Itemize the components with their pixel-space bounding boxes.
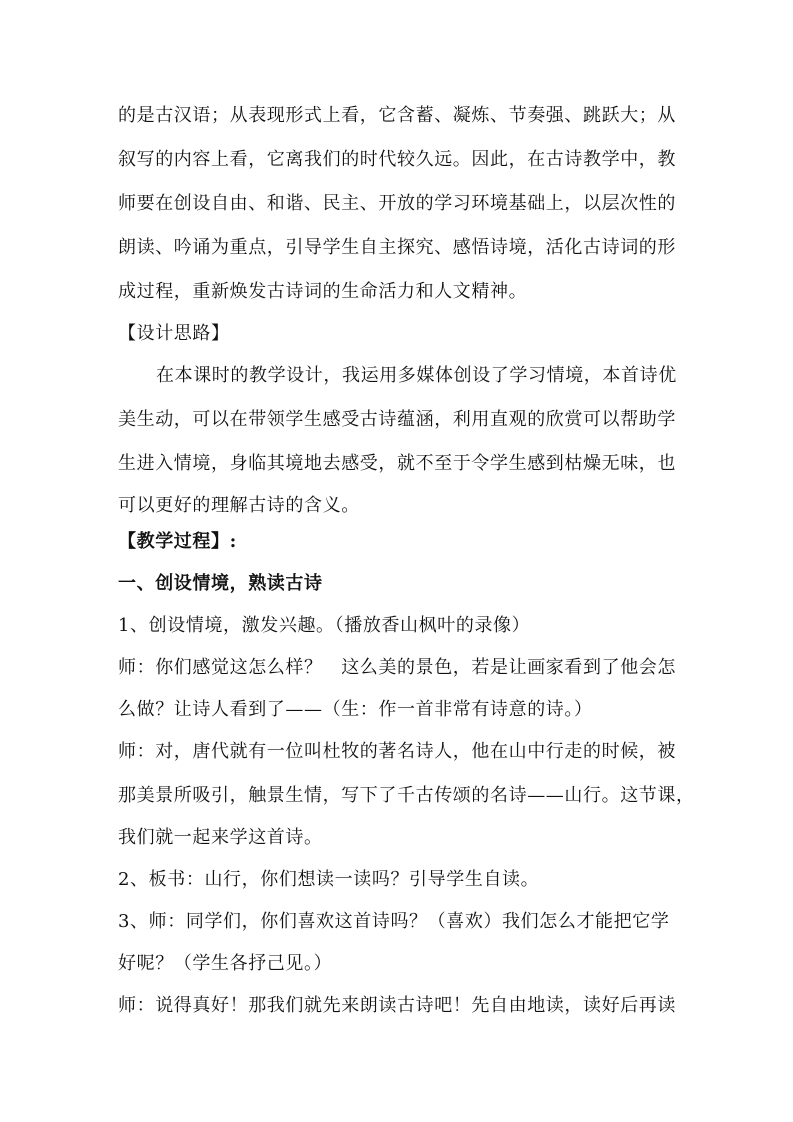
paragraph-line: 在本课时的教学设计，我运用多媒体创设了学习情境，本首诗优 <box>156 365 677 386</box>
paragraph-line: 那美景所吸引，触景生情，写下了千古传颂的名诗——山行。这节课， <box>118 785 695 806</box>
paragraph-line: 2、板书：山行，你们想读一读吗？引导学生自读。 <box>118 869 540 890</box>
paragraph-line: 师：你们感觉这怎么样？ 这么美的景色，若是让画家看到了他会怎 <box>118 657 676 678</box>
paragraph-line: 师要在创设自由、和谐、民主、开放的学习环境基础上，以层次性的 <box>118 193 676 214</box>
paragraph-line: 成过程，重新焕发古诗词的生命活力和人文精神。 <box>118 281 528 302</box>
section-heading-teaching-process: 【教学过程】: <box>118 531 237 552</box>
paragraph-line: 的是古汉语；从表现形式上看，它含蓄、凝炼、节奏强、跳跃大；从 <box>118 105 676 126</box>
paragraph-line: 3、师：同学们，你们喜欢这首诗吗？（喜欢）我们怎么才能把它学 <box>118 911 670 932</box>
paragraph-line: 好呢？（学生各抒己见。） <box>118 953 333 974</box>
section-heading-design-idea: 【设计思路】 <box>118 323 230 344</box>
subsection-heading: 一、创设情境，熟读古诗 <box>118 573 323 594</box>
paragraph-line: 可以更好的理解古诗的含义。 <box>118 495 360 516</box>
paragraph-line: 朗读、吟诵为重点，引导学生自主探究、感悟诗境，活化古诗词的形 <box>118 237 676 258</box>
paragraph-line: 师：对，唐代就有一位叫杜牧的著名诗人，他在山中行走的时候，被 <box>118 741 676 762</box>
paragraph-line: 美生动，可以在带领学生感受古诗蕴涵，利用直观的欣赏可以帮助学 <box>118 409 676 430</box>
paragraph-line: 1、创设情境，激发兴趣。（播放香山枫叶的录像） <box>118 615 531 636</box>
paragraph-line: 么做？让诗人看到了——（生：作一首非常有诗意的诗。） <box>118 699 593 720</box>
paragraph-line: 生进入情境，身临其境地去感受，就不至于令学生感到枯燥无味，也 <box>118 453 676 474</box>
paragraph-line: 师：说得真好！那我们就先来朗读古诗吧！先自由地读，读好后再读 <box>118 995 676 1016</box>
paragraph-line: 叙写的内容上看，它离我们的时代较久远。因此，在古诗教学中，教 <box>118 149 676 170</box>
paragraph-line: 我们就一起来学这首诗。 <box>118 827 323 848</box>
